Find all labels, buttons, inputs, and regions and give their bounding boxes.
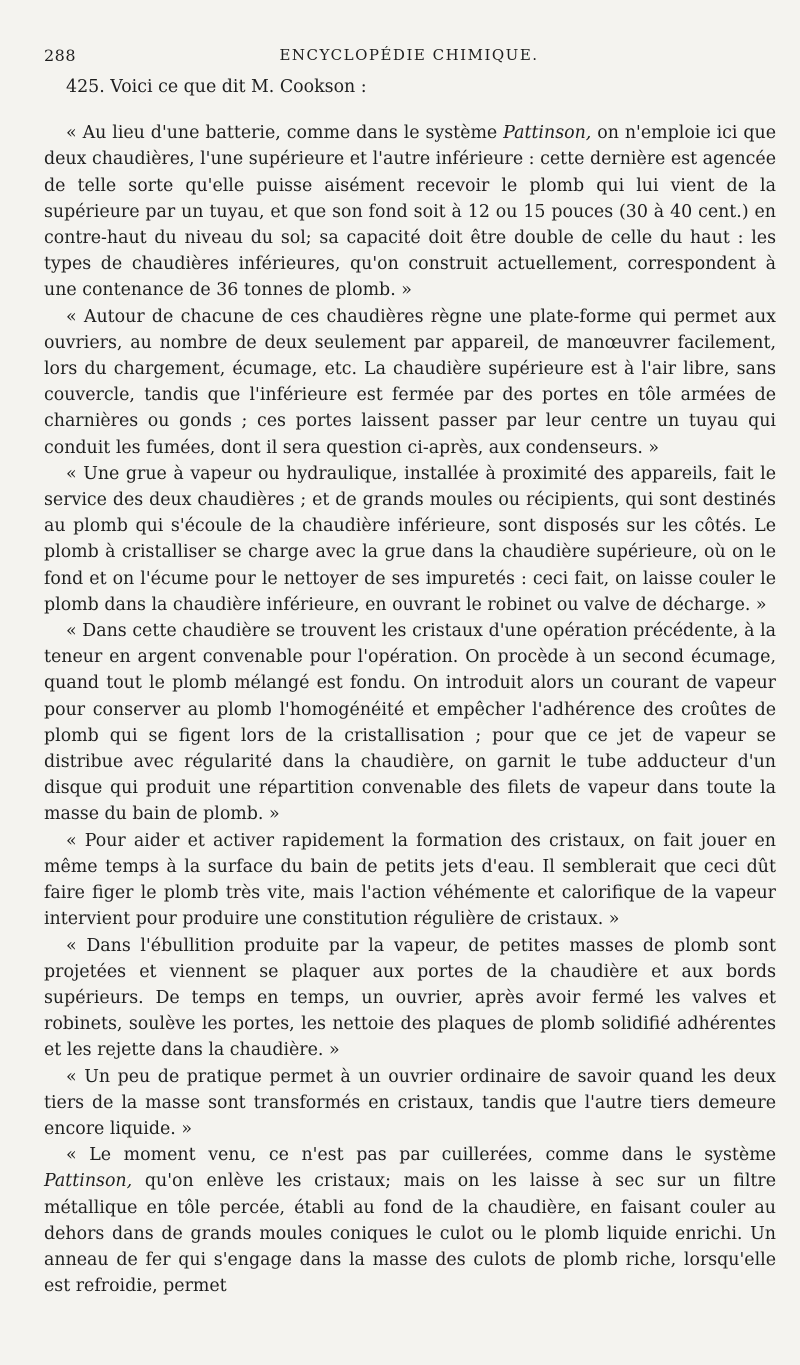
paragraph-5: « Pour aider et activer rapidement la formation des cristaux, on fait jouer en même temps à la surface du bain de petits jets d'eau. Il semblerait que ceci dût faire figer le plomb très vite, mais l'action véhémente et calorifique de la vapeur intervient pour produire une constitution régulière de cristaux. » <box>44 830 776 930</box>
body-text <box>44 74 776 1299</box>
paragraph-1-after: on n'emploie ici que deux chaudières, l'une supérieure et l'autre inférieure : cette dernière est agencée de telle sorte qu'elle puisse aisément recevoir le plomb qui lui vient de la supérieure par un tuyau, et que son fond soit à 12 ou 15 pouces (30 à 40 cent.) en contre-haut du niveau du sol; sa capacité doit être double de celle du haut : les types de chaudières inférieures, qu'on construit actuellement, correspondent à une contenance de 36 tonnes de plomb. » <box>44 123 776 301</box>
paragraph-1 <box>44 120 776 303</box>
section-intro: 425. Voici ce que dit M. Cookson : <box>66 77 367 97</box>
paragraph-3: « Une grue à vapeur ou hydraulique, installée à proximité des appareils, fait le service des deux chaudières ; et de grands moules ou récipients, qui sont destinés au plomb qui s'écoule de la chaudière inférieure, sont disposés sur les côtés. Le plomb à cristalliser se charge avec la grue dans la chaudière supérieure, où on le fond et on l'écume pour le nettoyer de ses impuretés : ceci fait, on laisse couler le plomb dans la chaudière inférieure, en ouvrant le robinet ou valve de décharge. » <box>44 463 776 615</box>
page-number: 288 <box>44 46 77 65</box>
paragraph-8 <box>44 1142 776 1299</box>
running-title: ENCYCLOPÉDIE CHIMIQUE. <box>279 46 539 64</box>
paragraph-8-emphasis: Pattinson, <box>44 1171 133 1192</box>
paragraph-2: « Autour de chacune de ces chaudières règne une plate-forme qui permet aux ouvriers, au nombre de deux seulement par appareil, de manœuvrer facilement, lors du chargement, écumage, etc. La chaudière supérieure est à l'air libre, sans couvercle, tandis que l'inférieure est fermée par des portes en tôle armées de charnières ou gonds ; ces portes laissent passer par leur centre un tuyau qui conduit les fumées, dont il sera question ci-après, aux condenseurs. » <box>44 306 776 458</box>
paragraph-8-after: qu'on enlève les cristaux; mais on les laisse à sec sur un filtre métallique en tôle percée, établi au fond de la chaudière, en faisant couler au dehors dans de grands moules coniques le culot ou le plomb liquide enrichi. Un anneau de fer qui s'engage dans la masse des culots de plomb riche, lorsqu'elle est refroidie, permet <box>44 1171 776 1297</box>
paragraph-4: « Dans cette chaudière se trouvent les cristaux d'une opération précédente, à la teneur en argent convenable pour l'opération. On procède à un second écumage, quand tout le plomb mélangé est fondu. On introduit alors un courant de vapeur pour conserver au plomb l'homogénéité et empêcher l'adhérence des croûtes de plomb qui se figent lors de la cristallisation ; pour que ce jet de vapeur se distribue avec régularité dans la chaudière, on garnit le tube adducteur d'un disque qui produit une répartition convenable des filets de vapeur dans toute la masse du bain de plomb. » <box>44 621 776 825</box>
paragraph-6: « Dans l'ébullition produite par la vapeur, de petites masses de plomb sont projetées et viennent se plaquer aux portes de la chaudière et aux bords supérieurs. De temps en temps, un ouvrier, après avoir fermé les valves et robinets, soulève les portes, les nettoie des plaques de plomb solidifié adhérentes et les rejette dans la chaudière. » <box>44 935 776 1061</box>
paragraph-1-emphasis: Pattinson, <box>503 123 592 144</box>
running-header <box>44 46 774 70</box>
paragraph-7: « Un peu de pratique permet à un ouvrier ordinaire de savoir quand les deux tiers de la masse sont transformés en cristaux, tandis que l'autre tiers demeure encore liquide. » <box>44 1066 776 1139</box>
paragraph-1-before: « Au lieu d'une batterie, comme dans le système <box>66 123 504 144</box>
paragraph-8-before: « Le moment venu, ce n'est pas par cuillerées, comme dans le système <box>66 1145 776 1166</box>
